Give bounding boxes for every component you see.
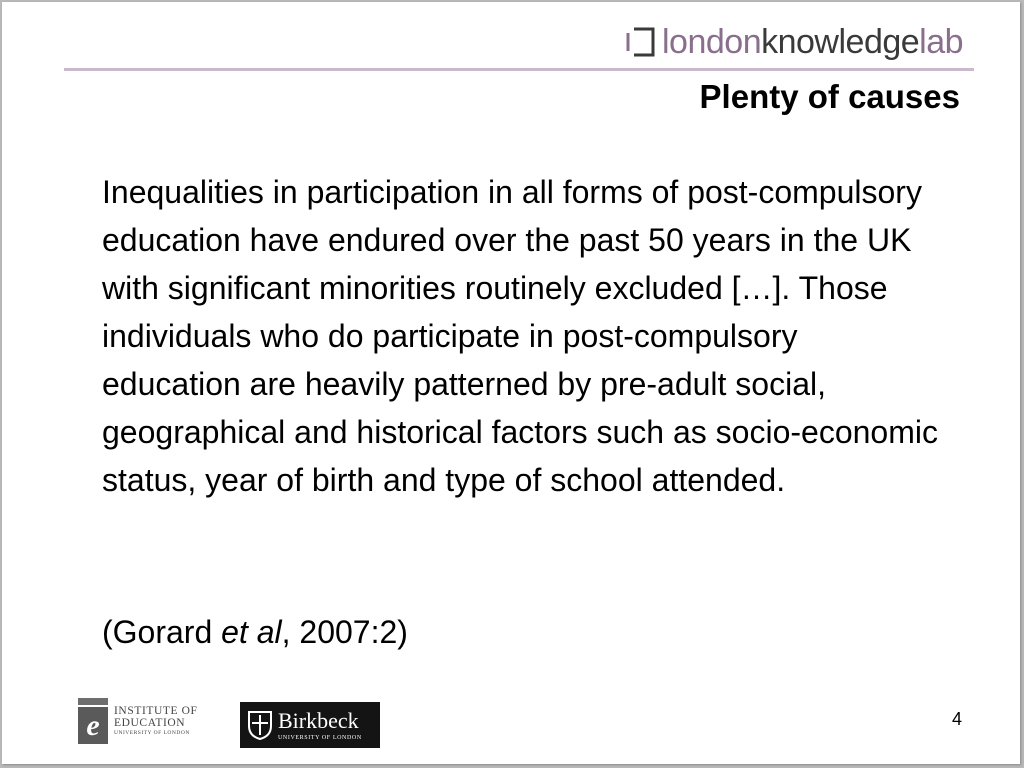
header-divider [64, 68, 974, 71]
quote-paragraph: Inequalities in participation in all forms of post-compulsory education have endured over the past 50 years in the UK with significant minorities routinely excluded […]. Those individuals who do participate in post-compulsory education are heavily patterned by pre-adult social, geographical and historical factors such as socio-economic status, year of birth and type of school attended. [102, 174, 938, 498]
lkl-bracket-icon [626, 25, 656, 59]
citation-etal: et al [221, 614, 282, 650]
citation-year: , 2007:2) [281, 614, 408, 650]
birkbeck-logo [240, 702, 380, 748]
ioe-line3: UNIVERSITY OF LONDON [114, 730, 190, 737]
birkbeck-name: Birkbeck [278, 707, 359, 733]
ioe-line1: INSTITUTE OF [114, 705, 198, 718]
page-number: 4 [952, 709, 963, 729]
ioe-line2: EDUCATION [114, 717, 186, 730]
slide-title: Plenty of causes [699, 78, 960, 115]
logo-word-knowledge: knowledge [761, 23, 920, 61]
logo-word-london: london [662, 23, 762, 61]
citation [102, 608, 408, 656]
slide [2, 2, 1020, 764]
institute-of-education-logo [78, 696, 212, 746]
citation-author: (Gorard [102, 614, 222, 650]
birkbeck-subtitle: UNIVERSITY OF LONDON [278, 734, 362, 741]
ioe-e-icon [78, 698, 108, 744]
london-knowledge-lab-logo [626, 18, 986, 66]
birkbeck-crest-icon [247, 710, 273, 740]
logo-word-lab: lab [919, 23, 964, 61]
svg-text:e: e [86, 709, 100, 742]
